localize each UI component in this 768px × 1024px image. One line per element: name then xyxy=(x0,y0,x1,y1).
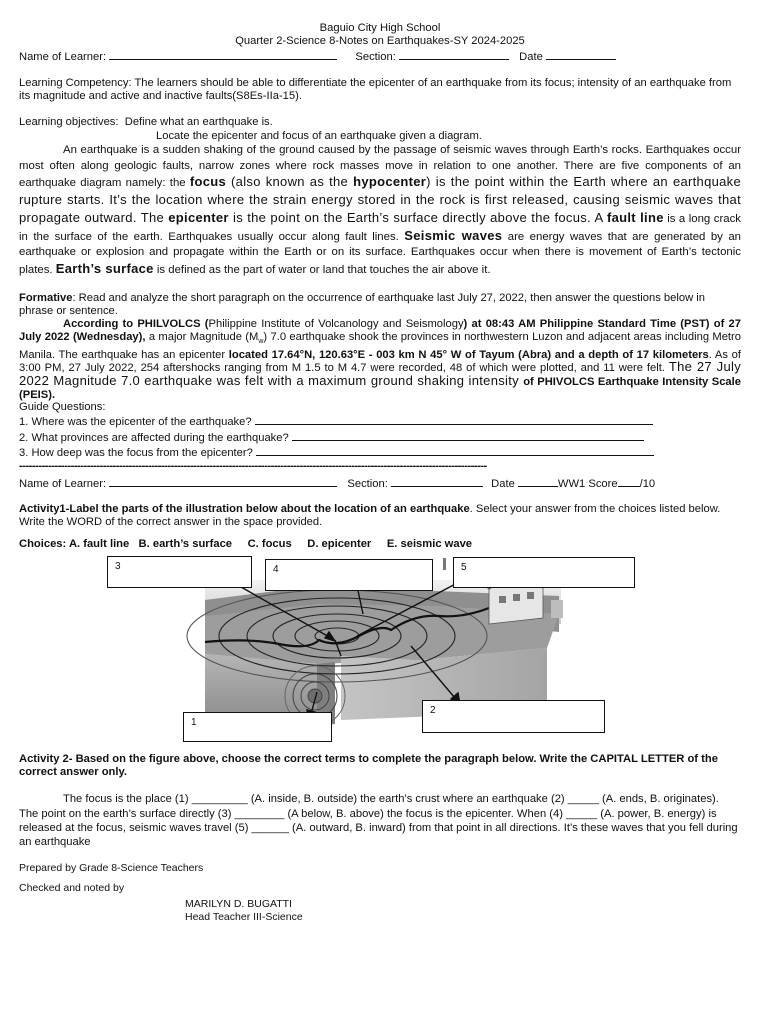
ww-name-blank[interactable] xyxy=(109,476,337,487)
phivolcs-report: According to PHILVOLCS (Philippine Institute of Volcanology and Seismology) at 08:43 AM Philippine Standard Time (PST) of 27 July 2022 (Wednesday), a major Magnitude $(M_w)$ 7.0 earthquake shook the provinces in northwestern Luzon and adjacent areas including Metro Manila. The earthquake has an epicenter located 17.64°N, 120.63°E - 003 km N 45° W of Tayum (Abra) and a depth of 17 kilometers. As of 3:00 PM, 27 July 2022, 254 aftershocks ranging from M 1.5 to M 4.7 were recorded, 48 of which were plotted, and 11 were felt. The 27 July 2022 Magnitude 7.0 earthquake was felt with a maximum ground shaking intensity of PHIVOLCS Earthquake Intensity Scale (PEIS). xyxy=(19,318,741,401)
label-box-1[interactable]: 1 xyxy=(183,712,332,742)
date-blank[interactable] xyxy=(546,49,616,60)
activity2-paragraph: The focus is the place (1) _________ (A. inside, B. outside) the earth’s crust where an earthquake (2) _____ (A. ends, B. originates). The point on the earth’s surface directly (3) ________ (A below, B. above) the focus is the epicenter. When (4) _____ (A. power, B. energy) is released at the focus, seismic waves travel (5) ______ (A. outward, B. inward) from that point in all directions. It’s these waves that you fell during an earthquake xyxy=(19,793,738,849)
label-box-5[interactable]: 5 xyxy=(453,557,635,588)
guide-question-3: 3. How deep was the focus from the epicenter? xyxy=(19,445,741,460)
prepared-by: Prepared by Grade 8-Science Teachers xyxy=(19,861,204,874)
objective-1: Define what an earthquake is. xyxy=(124,116,273,129)
guide-question-1: 1. Where was the epicenter of the earthquake? xyxy=(19,414,741,429)
answer-blank-2[interactable] xyxy=(292,430,644,441)
earthquake-diagram xyxy=(19,556,741,752)
term-epicenter: epicenter xyxy=(168,209,229,225)
objective-2: Locate the epicenter and focus of an earthquake given a diagram. xyxy=(156,129,482,142)
guide-questions-label: Guide Questions: xyxy=(19,401,106,414)
term-earths-surface: Earth’s surface xyxy=(55,261,154,276)
worksheet-title: Quarter 2-Science 8-Notes on Earthquakes-SY 2024-2025 xyxy=(235,35,525,48)
label-box-4[interactable]: 4 xyxy=(265,559,433,591)
objectives-line-1 xyxy=(19,116,741,129)
learner-info-line xyxy=(19,49,741,64)
guide-question-2: 2. What provinces are affected during the earthquake? xyxy=(19,430,741,445)
label-box-3[interactable]: 3 xyxy=(107,556,252,588)
answer-blank-1[interactable] xyxy=(255,414,653,425)
ww-section-blank[interactable] xyxy=(391,476,483,487)
section-label: Section: xyxy=(355,50,399,63)
checked-by: Checked and noted by xyxy=(19,881,125,894)
cut-divider: ------------------------------------------------------------------------------------------------------------------------------------------------- xyxy=(19,460,487,473)
ww-score-blank[interactable] xyxy=(618,476,640,487)
section-blank[interactable] xyxy=(399,49,509,60)
label-box-2[interactable]: 2 xyxy=(422,700,605,733)
activity2-instruction: Activity 2- Based on the figure above, choose the correct terms to complete the paragraph below. Write the CAPITAL LETTER of the correct answer only. xyxy=(19,752,718,779)
earthquake-notes: An earthquake is a sudden shaking of the ground caused by the passage of seismic waves through Earth’s rocks. Earthquakes occur most often along geologic faults, narrow zones where rock masses move in relation to one another. There are five components of an earthquake diagram namely: the focus (also known as the hypocenter) is the point within the Earth where an earthquake rupture starts. It’s the location where the strain energy stored in the rock is first released, causing seismic waves that propagate outward. The epicenter is the point on the Earth’s surface directly above the focus. A fault line is a long crack in the surface of the earth. Earthquakes usually occur along fault lines. Seismic waves are energy waves that are generated by an earthquake or explosion and propagate within the Earth or on its surface. Earthquakes occur when there is movement of Earth’s tectonic plates. Earth’s surface is defined as the part of water or land that touches the air above it. xyxy=(19,144,742,276)
activity1-choices: Choices: A. fault line B. earth’s surface C. focus D. epicenter E. seismic wave xyxy=(19,538,473,551)
signatory-name: MARILYN D. BUGATTI xyxy=(185,898,292,911)
answer-blank-3[interactable] xyxy=(256,445,654,456)
ww-info-line: Name of Learner: Section: Date WW1 Score /10 xyxy=(19,477,656,490)
term-focus: focus xyxy=(189,174,227,190)
ww-date-blank[interactable] xyxy=(518,476,558,487)
term-seismic-waves: Seismic waves xyxy=(404,227,503,243)
formative-instruction: Formative: Read and analyze the short paragraph on the occurrence of earthquake last July 27, 2022, then answer the questions below in phrase or sentence. xyxy=(19,291,705,317)
signatory-position: Head Teacher III-Science xyxy=(185,911,303,924)
term-hypocenter: hypocenter xyxy=(353,174,427,190)
name-label: Name of Learner: xyxy=(19,50,110,63)
date-label: Date xyxy=(519,50,546,63)
objectives-label: Learning objectives: xyxy=(19,116,119,129)
activity1-instruction: Activity1-Label the parts of the illustration below about the location of an earthquake. Select your answer from the choices listed below. Write the WORD of the correct answer in the space provided. xyxy=(19,502,721,529)
term-fault-line: fault line xyxy=(606,209,664,225)
learning-competency: Learning Competency: The learners should be able to differentiate the epicenter of an earthquake from its focus; intensity of an earthquake from its magnitude and active and inactive faults(S8Es-IIa-15). xyxy=(19,76,732,103)
school-name: Baguio City High School xyxy=(319,22,441,34)
name-blank[interactable] xyxy=(109,49,337,60)
